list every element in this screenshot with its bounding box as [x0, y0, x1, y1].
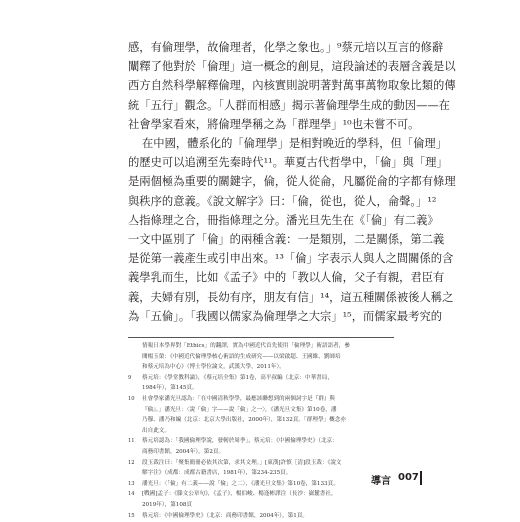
body-line: 的歷史可以追溯至先秦時代¹¹。華夏古代哲學中，「倫」與「理」: [128, 156, 448, 170]
body-line: 西方自然科學解釋倫理，內核實則說明著對萬事萬物取象比類的傳: [128, 79, 456, 93]
footnote-line: 乃穆、潘乃和編（北京：北京大學出版社，2000年），第132頁。「群理學」概念亦: [142, 417, 346, 424]
footnote-number: 11: [128, 438, 135, 445]
body-line: 義，夫婦有別，長幼有序，朋友有信」¹⁴，這五種關係被後人稱之: [128, 290, 454, 304]
body-line: 是從第一義產生或引申出來。¹³「倫」字表示人與人之間關係的含: [128, 252, 454, 266]
body-line: 是兩個極為重要的關鍵字，倫，從人從侖，凡屬從侖的字都有條理: [128, 175, 456, 189]
footnote-line: 2019年），第108頁: [142, 502, 193, 508]
footnote-line: [戰國]孟子：《滕文公章句》，《孟子》，楊伯峻、楊逢彬譯注（長沙：嶽麓書社，: [142, 491, 337, 498]
footnote-number: 10: [128, 396, 135, 402]
footnote-line: 潘光旦：〈「倫」有二義——說「倫」之二〉，《潘光旦文集》第10卷，第133頁。: [142, 480, 339, 487]
footnote-line: 『倫』。」潘光旦：〈說「倫」字——說「倫」之一〉，《潘光旦文集》第10卷，潘: [142, 406, 337, 413]
page-number-bar: [420, 471, 422, 485]
body-line: 亼指條理之合，冊指條理之分。潘光旦先生在《「倫」有二義》: [128, 213, 439, 227]
footnote-number: 12: [128, 459, 135, 466]
footnote-line: 蔡元培：《學堂教科論》，《蔡元培全集》第1卷，高平叔編（北京：中華書局，: [142, 374, 333, 381]
body-line: 在中國，體系化的「倫理學」是相對晚近的學科，但「倫理」: [142, 137, 448, 150]
footnote-line: 和蔡元培為中心》（博士學位論文，武漢大學，2011年）。: [142, 364, 285, 371]
footnote-number: 14: [128, 491, 135, 498]
page-number: 007: [398, 472, 419, 483]
footnote-line: 商務印書館，2004年），第2頁。: [142, 449, 225, 455]
body-line: 一文中區別了「倫」的兩種含義：一是類別，二是關係，第二義: [128, 233, 445, 246]
footnote-number: 13: [128, 480, 135, 487]
body-line: 闡釋了他對於「倫理」這一概念的創見，這段論述的表層含義是以: [128, 60, 456, 74]
body-line: 感，有倫理學，故倫理者，化學之象也。」⁹蔡元培以互言的修辭: [128, 41, 444, 54]
body-line: 為「五倫」。「我國以儒家為倫理學之大宗」¹⁵，而儒家最考究的: [128, 309, 443, 323]
body-line: 與秩序的意義。《說文解字》曰：「倫，從也，從人，侖聲。」¹²: [128, 194, 437, 208]
body-line: 義學乳而生，比如《孟子》中的「教以人倫，父子有親，君臣有: [128, 271, 445, 285]
footnote-line: 1984年），第145頁。: [142, 385, 198, 392]
footnote-number: 9: [128, 374, 132, 381]
body-line: 社會學家看來，將倫理學稱之為「群理學」¹⁰也未嘗不可。: [128, 117, 420, 131]
footnote-line: 社會學家潘光旦認為：「在中國清秋學學，最應該聯想到的兩個詞字是『群』與: [142, 396, 335, 402]
footnote-line: 蔡元培：《中國倫理學史》（北京：商務印書館，2004年），第1頁。: [142, 512, 309, 519]
footnote-line: 段玉裁注曰：「聚集簡冊必依其次第，求其文理。」[東漢]許慎［清]段玉裁：《說文: [142, 459, 342, 466]
footnote-number: 15: [128, 512, 135, 519]
footnote-line: 出自此文。: [142, 427, 170, 434]
running-footer-section: 導言: [371, 476, 391, 487]
footnote-line: 解字注》（成都：成都古籍書店，1981年），第234-235頁。: [142, 470, 292, 477]
footnote-line: 情報日本學界對「Ethics」的翻譯，實為中國近代首先使用「倫理學」術語語者，參: [142, 343, 350, 349]
footnote-separator: [128, 337, 394, 338]
footnote-line: 蔡元培認為：「我國倫理學說，發軔於周季」，蔡元培：《中國倫理學史》（北京：: [142, 438, 338, 445]
footnote-line: 閱楊玉榮：《中國近代倫理學核心術語的生成研究——以梁啟超、王國維、劉師培: [142, 353, 341, 360]
body-line: 統「五行」觀念。「人群而相感」揭示著倫理學生成的動因——在: [128, 98, 450, 112]
